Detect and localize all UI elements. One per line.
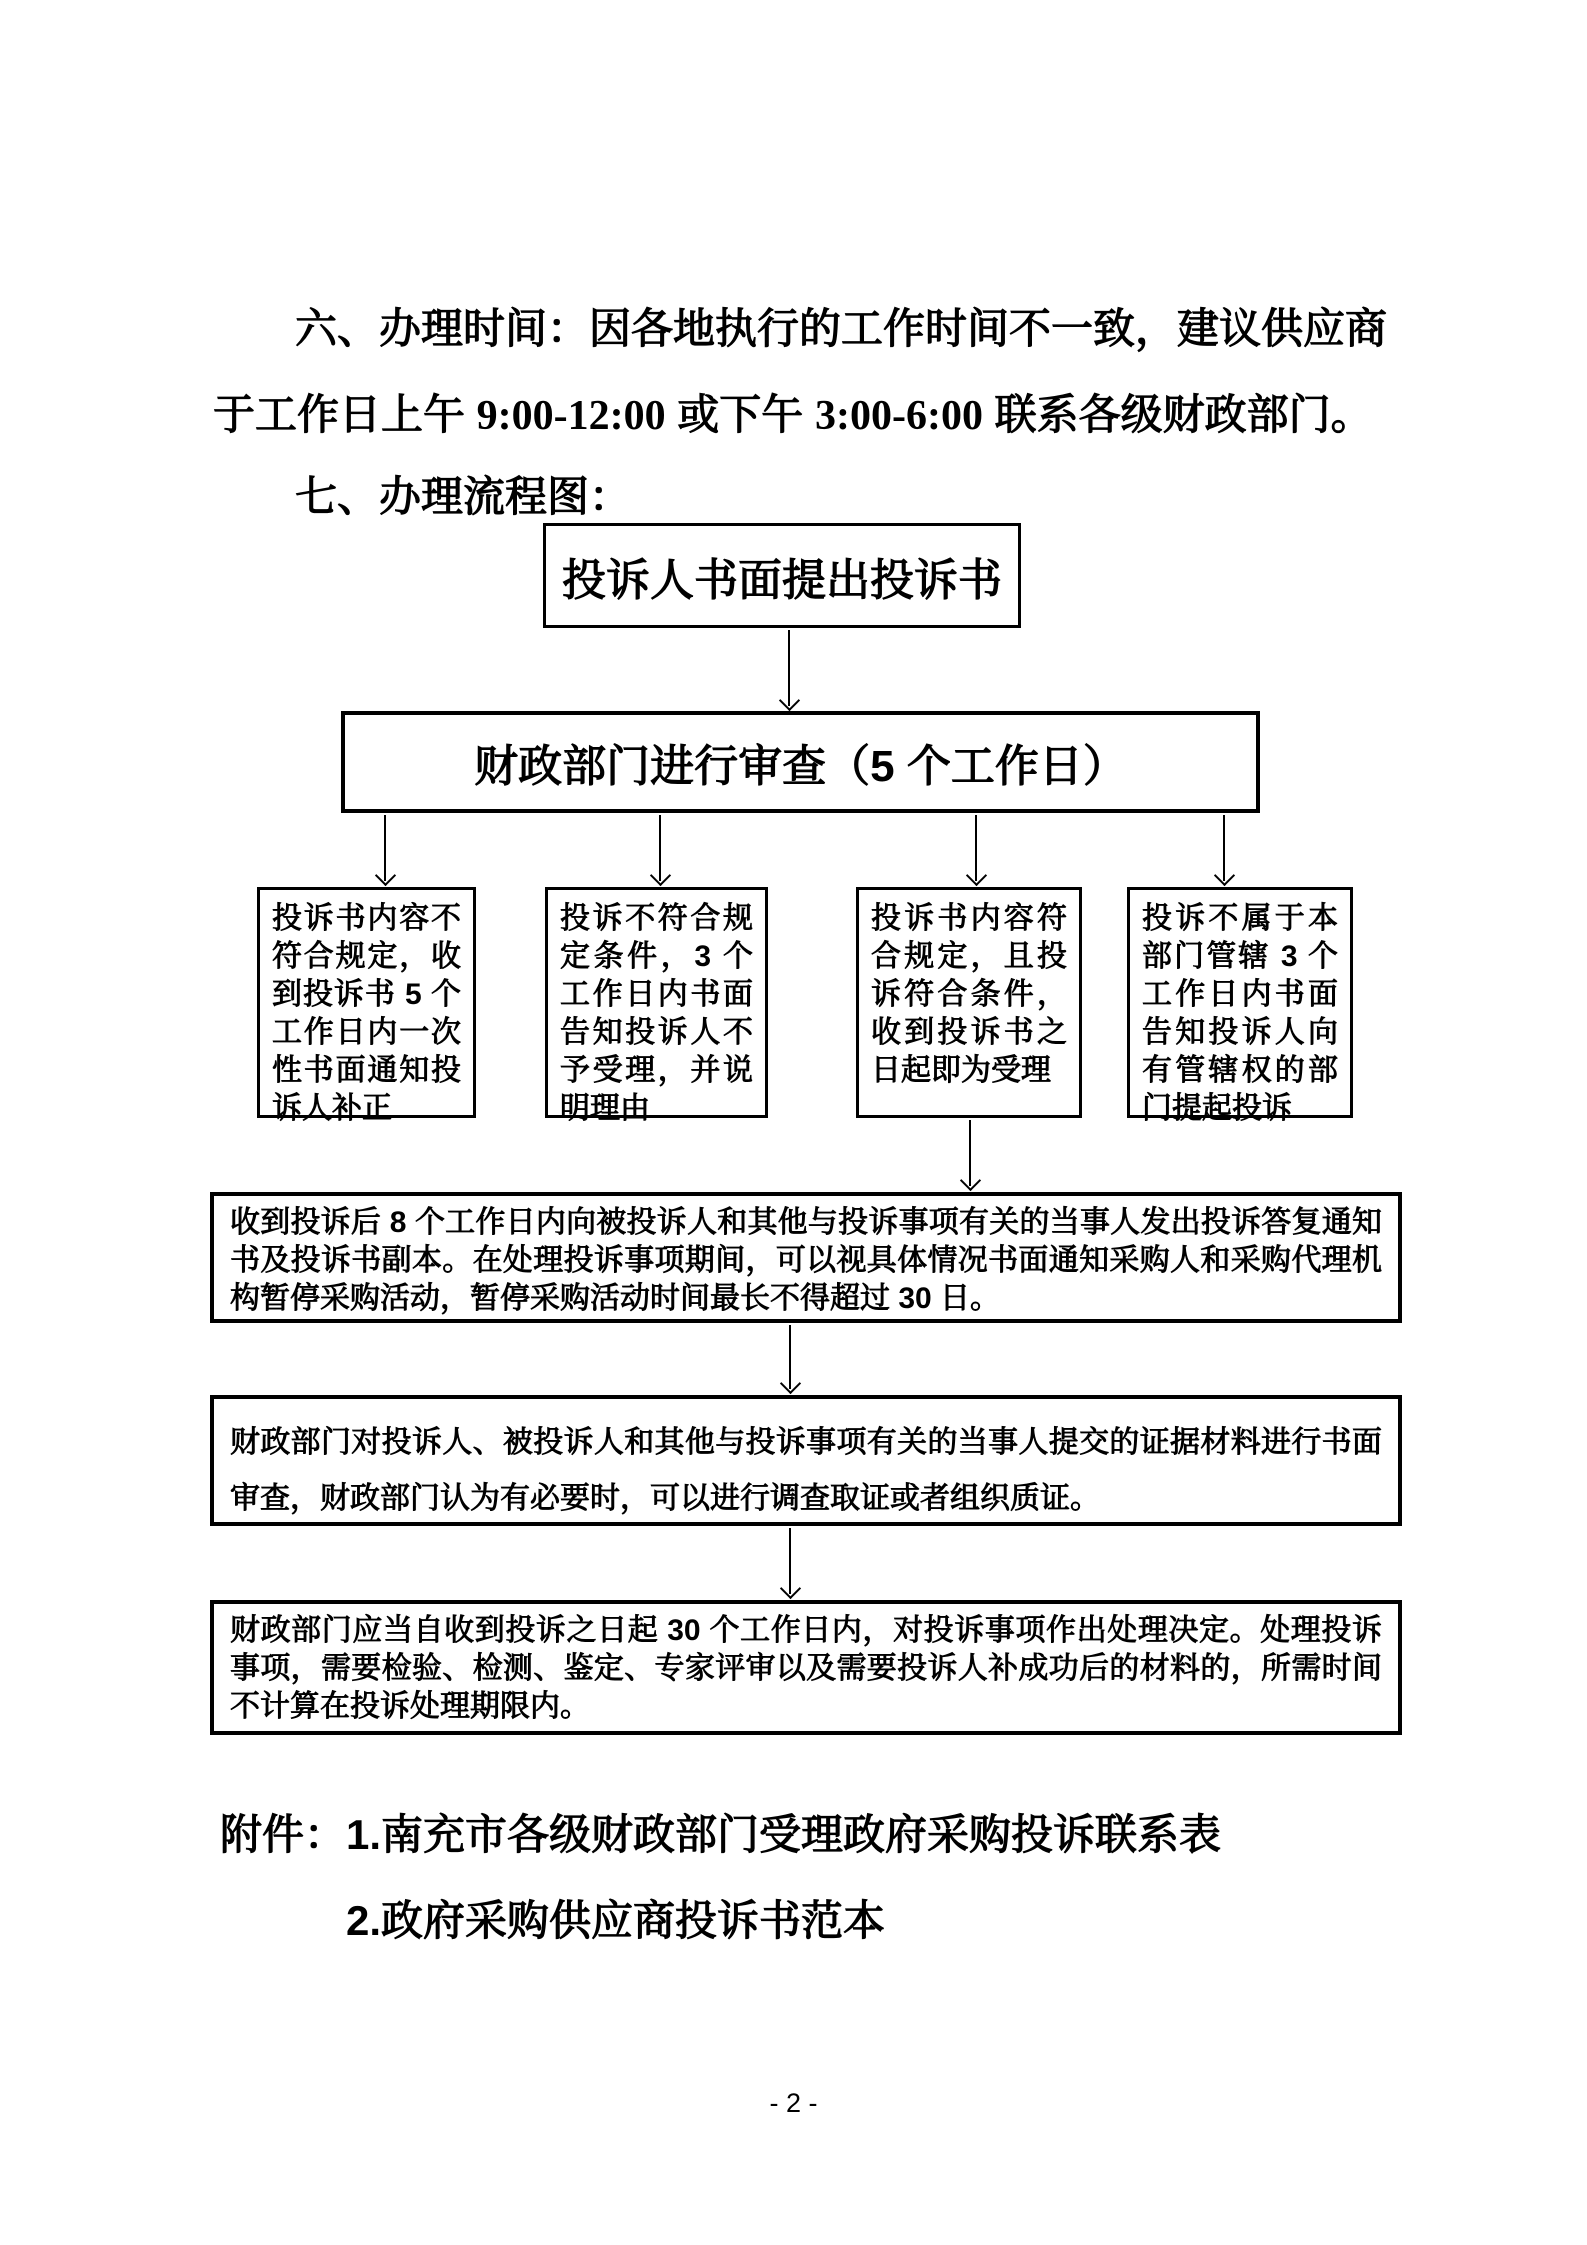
arrow-down-icon <box>789 1325 791 1389</box>
arrow-down-icon <box>384 815 386 881</box>
section6-line2-text: 联系各级财政部门。 <box>982 391 1373 438</box>
flow-box-finance-review: 财政部门进行审查（5 个工作日） <box>341 711 1260 813</box>
attachments-label: 附件： <box>220 1811 347 1858</box>
arrow-down-icon <box>969 1120 971 1186</box>
arrow-down-icon <box>659 815 661 881</box>
attachment-item-1: 1.南充市各级财政部门受理政府采购投诉联系表 <box>346 1811 1222 1858</box>
attachments-line1 <box>220 1802 1221 1862</box>
arrow-down-icon <box>1223 815 1225 881</box>
flow-box-conditions-not-met: 投诉不符合规定条件，3 个工作日内书面告知投诉人不予受理，并说明理由 <box>545 887 768 1118</box>
flow-box-written-examination: 财政部门对投诉人、被投诉人和其他与投诉事项有关的当事人提交的证据材料进行书面审查，财政部门认为有必要时，可以进行调查取证或者组织质证。 <box>210 1395 1402 1526</box>
page-number: - 2 - <box>769 2088 818 2118</box>
flow-box-decision: 财政部门应当自收到投诉之日起 30 个工作日内，对投诉事项作出处理决定。处理投诉事项，需要检验、检测、鉴定、专家评审以及需要投诉人补成功后的材料的，所需时间不计算在投诉处理期限内。 <box>210 1600 1402 1735</box>
afternoon-hours-value: 3:00-6:00 <box>814 393 983 439</box>
arrow-down-icon <box>788 630 790 706</box>
section6-line2-text: 于工作日上午 <box>213 391 477 438</box>
flow-box-no-jurisdiction: 投诉不属于本部门管辖 3 个工作日内书面告知投诉人向有管辖权的部门提起投诉 <box>1127 887 1353 1118</box>
flow-box-accepted: 投诉书内容符合规定，且投诉符合条件，收到投诉书之日起即为受理 <box>856 887 1082 1118</box>
morning-hours-value: 9:00-12:00 <box>476 393 666 439</box>
flow-box-content-nonconforming: 投诉书内容不符合规定，收到投诉书 5 个工作日内一次性书面通知投诉人补正 <box>257 887 476 1118</box>
arrow-down-icon <box>975 815 977 881</box>
section6-line2-text: 或下午 <box>665 391 815 438</box>
section7-heading: 七、办理流程图： <box>295 473 632 520</box>
section6-line2 <box>213 382 1373 442</box>
arrow-down-icon <box>789 1528 791 1594</box>
flow-box-reply-notice: 收到投诉后 8 个工作日内向被投诉人和其他与投诉事项有关的当事人发出投诉答复通知书及投诉书副本。在处理投诉事项期间，可以视具体情况书面通知采购人和采购代理机构暂停采购活动，暂停采购活动时间最长不得超过 30 日。 <box>210 1192 1402 1323</box>
section6-heading-line1: 六、办理时间：因各地执行的工作时间不一致，建议供应商 <box>295 305 1388 352</box>
attachment-item-2: 2.政府采购供应商投诉书范本 <box>346 1897 886 1944</box>
flow-box-submit-complaint: 投诉人书面提出投诉书 <box>543 523 1021 628</box>
